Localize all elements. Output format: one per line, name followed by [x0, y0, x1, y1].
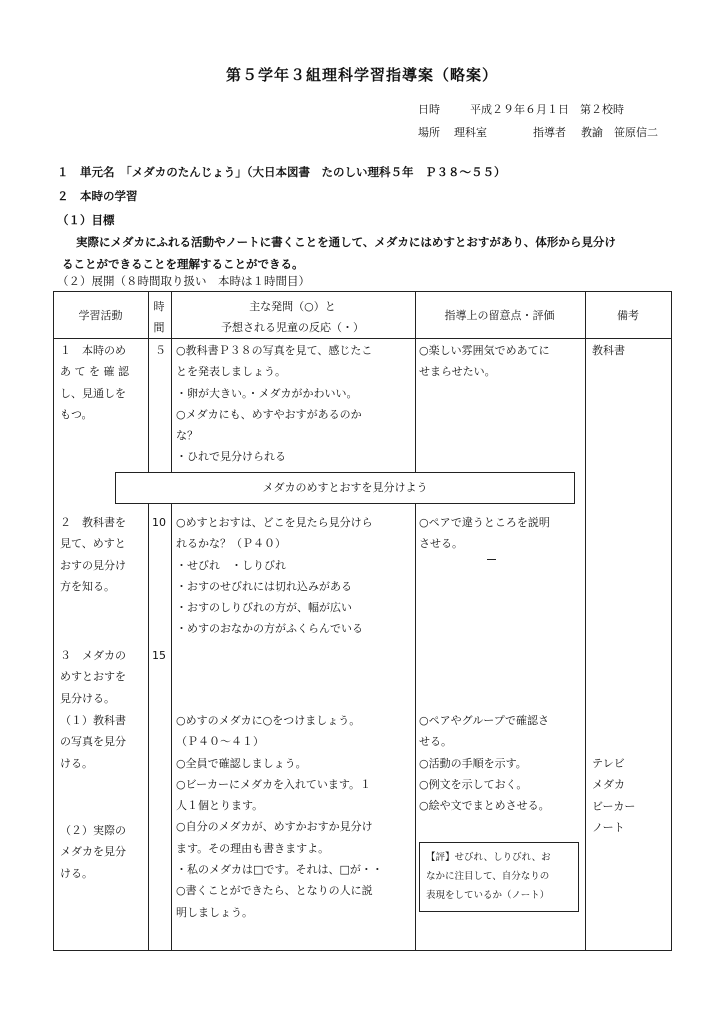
- row3-activity-sub2: （２）実際の メダカを見分 ける。: [60, 824, 126, 880]
- header-activity: 学習活動: [78, 309, 123, 322]
- row1-remarks: 教科書: [592, 344, 625, 357]
- row2-questions: ○めすとおすは、どこを見たら見分けら れるかな？（Ｐ４０） ・せびれ ・しりびれ ・おすのせびれには切れ込みがある ・おすのしりびれの方が、幅が広い ・めすのおなかの方がふくらんでいる: [176, 516, 373, 636]
- row3-activity: ３ メダカの めすとおすを 見分ける。: [60, 649, 126, 705]
- place-label: 場所: [418, 126, 440, 139]
- teacher-label: 指導者: [533, 126, 566, 139]
- row3-questions: ○めすのメダカに○をつけましょう。 （Ｐ４０～４１） ○全員で確認しましょう。 ○ビーカーにメダカを入れています。１ 人１個とります。 ○自分のメダカが、めすかおすか見分け ます。その理由も書きますよ。 ・私のメダカは□です。それは、□が・・ ○書くことができたら、となりの人に説 明しましょう。: [176, 714, 383, 919]
- row3-remarks: テレビ メダカ ビーカー ノート: [592, 757, 636, 834]
- datetime-label: 日時: [418, 103, 440, 116]
- row2-notes: ○ペアで違うところを説明 させる。: [419, 516, 550, 551]
- goal-line-2: ることができることを理解することができる。: [62, 257, 304, 271]
- header-time: 時 間: [153, 300, 165, 334]
- row3-time: 15: [152, 649, 166, 662]
- goal-heading: （１）目標: [57, 213, 115, 227]
- row2-activity: ２ 教科書を 見て、めすと おすの見分け 方を知る。: [60, 516, 126, 593]
- header-notes: 指導上の留意点・評価: [444, 309, 555, 322]
- row1-notes: ○楽しい雰囲気でめあてに せまらせたい。: [419, 344, 550, 379]
- row1-activity: １ 本時のめ あ て を 確 認 し、見通しを もつ。: [60, 344, 129, 421]
- teacher-value: 教諭 笹原信二: [581, 126, 658, 139]
- stray-dash: [487, 559, 496, 560]
- col-divider-1: [148, 292, 149, 950]
- row2-time: 10: [152, 516, 166, 529]
- header-remarks: 備考: [617, 309, 639, 322]
- header-divider: [54, 338, 671, 339]
- row1-questions: ○教科書Ｐ３８の写真を見て、感じたこ とを発表しましょう。 ・卵が大きい。・メダカがかわいい。 ○メダカにも、めすやおすがあるのか な？ ・ひれで見分けられる: [176, 344, 373, 464]
- evaluation-box: 【評】せびれ、しりびれ、お なかに注目して、自分なりの 表現をしているか（ノート）: [419, 842, 579, 912]
- place-value: 理科室: [454, 126, 487, 139]
- goal-line-1: 実際にメダカにふれる活動やノートに書くことを通して、メダカにはめすとおすがあり、体形から見分け: [76, 235, 616, 249]
- header-questions: 主な発問（○）と 予想される児童の反応（・）: [221, 300, 364, 334]
- unit-name: １ 単元名 「メダカのたんじょう」（大日本図書 たのしい理科５年 Ｐ３８～５５）: [57, 165, 506, 179]
- datetime-value: 平成２９年６月１日 第２校時: [470, 103, 624, 116]
- lesson-heading: ２ 本時の学習: [57, 189, 138, 203]
- col-divider-4: [585, 292, 586, 950]
- row3-notes: ○ペアやグループで確認さ せる。 ○活動の手順を示す。 ○例文を示しておく。 ○絵や文でまとめさせる。: [419, 714, 550, 813]
- lesson-goal-banner: メダカのめすとおすを見分けよう: [115, 472, 575, 504]
- col-divider-2: [171, 292, 172, 950]
- row1-time: ５: [155, 344, 166, 357]
- development-heading: （２）展開（８時間取り扱い 本時は１時間目）: [57, 274, 310, 288]
- page-title: 第５学年３組理科学習指導案（略案）: [225, 66, 498, 84]
- row3-activity-sub1: （１）教科書 の写真を見分 ける。: [60, 714, 126, 770]
- col-divider-3: [415, 292, 416, 950]
